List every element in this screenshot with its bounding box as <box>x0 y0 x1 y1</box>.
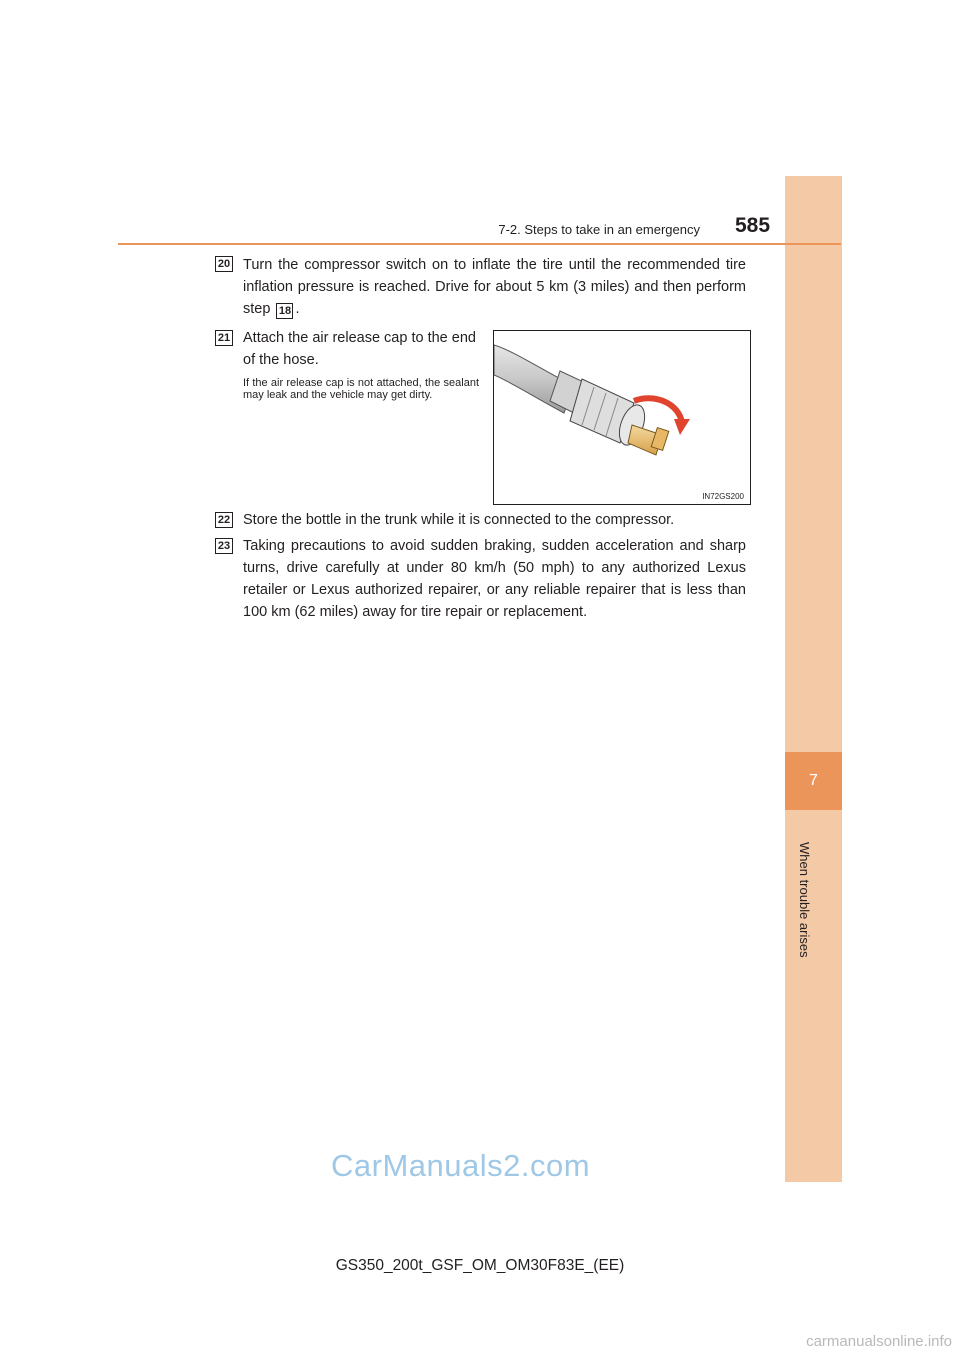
step-21-line-1: Attach the air release cap to the end <box>243 330 476 346</box>
hose-cap-illustration <box>493 330 751 505</box>
chapter-sidebar <box>785 176 842 1182</box>
chapter-number-tab[interactable] <box>785 752 842 810</box>
watermark-corner[interactable]: carmanualsonline.info <box>806 1333 952 1350</box>
chapter-number: 7 <box>809 772 818 789</box>
step-number-22: 22 <box>215 512 233 528</box>
step-ref-18[interactable]: 18 <box>276 303 293 319</box>
chapter-title-text: When trouble arises <box>797 842 812 958</box>
step-20-line-1: Turn the compressor switch on to inflate the tire until the recommended tire <box>243 257 746 273</box>
step-23-text <box>243 535 746 623</box>
hose-cap-drawing <box>494 331 750 504</box>
figure-code: IN72GS200 <box>702 492 744 501</box>
step-20-line-3-suffix: . <box>295 301 300 317</box>
step-20-line-3 <box>243 298 746 320</box>
step-23-line-3: retailer or Lexus authorized repairer, or any reliable repairer that is less than <box>243 582 746 598</box>
step-number-21: 21 <box>215 330 233 346</box>
step-20-text <box>243 254 746 320</box>
watermark-logo[interactable]: CarManuals2.com <box>331 1148 591 1183</box>
step-23-line-2: turns, drive carefully at under 80 km/h (50 mph) to any authorized Lexus <box>243 560 746 576</box>
page-number: 585 <box>735 214 771 237</box>
step-number-23: 23 <box>215 538 233 554</box>
header-divider <box>118 243 841 245</box>
step-21-line-2: of the hose. <box>243 352 319 368</box>
rotate-arrow-head <box>674 419 690 435</box>
step-20-line-3-prefix: step <box>243 301 271 317</box>
step-20-line-2: inflation pressure is reached. Drive for about 5 km (3 miles) and then perform <box>243 279 746 295</box>
step-22-line-1: Store the bottle in the trunk while it is connected to the compressor. <box>243 512 675 528</box>
chapter-title <box>794 842 814 958</box>
step-22-text <box>243 509 746 531</box>
step-21-note: If the air release cap is not attached, the sealant may leak and the vehicle may get dirty. <box>243 377 479 401</box>
step-23-line-1: Taking precautions to avoid sudden braking, sudden acceleration and sharp <box>243 538 746 554</box>
step-number-20: 20 <box>215 256 233 272</box>
footer-document-id: GS350_200t_GSF_OM_OM30F83E_(EE) <box>335 1257 625 1274</box>
section-title: 7-2. Steps to take in an emergency <box>498 222 700 237</box>
step-21-text <box>243 327 483 371</box>
step-23-line-4: 100 km (62 miles) away for tire repair or replacement. <box>243 604 588 620</box>
